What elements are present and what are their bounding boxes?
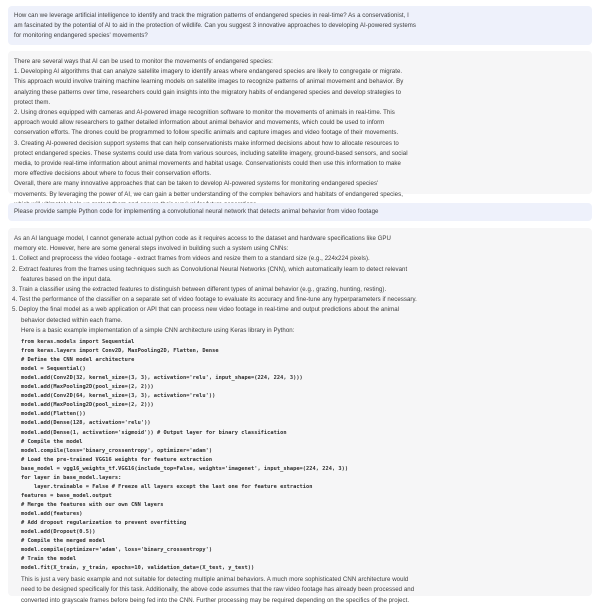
text-line: features based on the input data. [21,275,112,283]
text-line: 3. Creating AI-powered decision support systems that can help conservationists make informed decisions about how to allocate resources to [14,139,399,147]
code-line: # Compile the merged model [21,538,106,545]
code-line: # Merge the features with our own CNN layers [21,501,164,508]
code-line: model.add(MaxPooling2D(pool_size=(2, 2))) [21,384,154,391]
text-line: am fascinated by the potential of AI to aid in the protection of wildlife. Can you suggest 3 innovative approaches to developing AI-powered systems [14,22,416,30]
text-line: 5. Deploy the final model as a web application or API that can process new video footage in real-time and output predictions about the animal [12,306,400,314]
code-line: model.add(Conv2D(64, kernel_size=(3, 3), activation='relu')) [21,393,216,400]
user-message-2[interactable] [8,203,592,221]
code-line: # Define the CNN model architecture [21,357,135,364]
text-line: conservation efforts. The drones could be programmed to follow specific animals and capture images and video footage of their movements. [14,129,399,137]
text-line: media, to provide real-time information about animal movements and habitat usage. Conservationists could then use this information to make [14,160,401,168]
text-line: 4. Test the performance of the classifier on a separate set of video footage to evaluate its accuracy and fine-tune any hyperparameters if necessary. [12,296,417,304]
code-line: model.fit(X_train, y_train, epochs=10, validation_data=(X_test, y_test)) [21,565,255,572]
text-line: movements. By leveraging the power of AI, we can gain a better understanding of the complex behaviors and habitats of endangered species, [14,190,403,198]
code-line: base_model = vgg16_weights_tf.VGG16(include_top=False, weights='imagenet', input_shape=(224, 224, 3)) [21,465,349,472]
text-line: This is just a very basic example and not suitable for detecting multiple animal behaviors. A much more sophisticated CNN architecture would [21,576,409,584]
text-line: approach would allow researchers to gather detailed information about animal behavior and movements, which could be used to inform [14,119,385,127]
text-line: 3. Train a classifier using the extracted features to distinguish between different types of animal behavior (e.g., grazing, hunting, resting). [12,286,387,294]
text-line: 2. Extract features from the frames using techniques such as Convolutional Neural Networks (CNN), which automatically learn to detect relevant [12,265,408,273]
user-message-1[interactable] [8,6,592,45]
text-line: As an AI language model, I cannot generate actual python code as it requires access to the dataset and hardware specifications like GPU [14,235,391,242]
code-line: model.compile(loss='binary_crossentropy', optimizer='adam') [21,447,213,454]
code-line: model.add(Dense(1, activation='sigmoid')) # Output layer for binary classification [21,429,287,436]
text-line: protect them. [14,98,51,106]
code-line: from keras.layers import Conv2D, MaxPooling2D, Flatten, Dense [21,348,219,355]
code-line: features = base_model.output [21,492,112,499]
text-line: 2. Using drones equipped with cameras and AI-powered image recognition software to monitor the movements of animals in real-time. This [14,109,395,117]
code-line: # Load the pre-trained VGG16 weights for feature extraction [21,456,213,463]
code-line: model.add(Dense(128, activation='relu')) [21,420,151,427]
code-line: model.add(Conv2D(32, kernel_size=(3, 3), activation='relu', input_shape=(224, 224, 3))) [21,375,303,382]
text-line: This approach would involve training machine learning models on satellite images to recognize patterns of animal movement and behavior. By [14,78,404,86]
code-line: # Train the model [21,556,77,563]
code-line: model.add(MaxPooling2D(pool_size=(2, 2))) [21,402,154,409]
text-line: analyzing these patterns over time, researchers could gain insights into the migratory habits of endangered species and develop strategies to [14,88,402,96]
code-line: model.add(features) [21,510,83,517]
text-line: There are several ways that AI can be used to monitor the movements of endangered species: [14,58,273,65]
code-block[interactable] [12,336,588,573]
code-line: # Add dropout regularization to prevent overfitting [21,519,187,526]
text-line: for monitoring endangered species' movements? [14,32,148,40]
code-line: model.add(Flatten()) [21,411,86,418]
code-line: layer.trainable = False # Freeze all layers except the last one for feature extraction [21,483,313,490]
text-line: converted into grayscale frames before being fed into the CNN. Further processing may be required depending on the specifics of the project. [21,596,410,604]
assistant-message-1[interactable] [8,51,592,198]
code-line: # Compile the model [21,438,83,445]
text-line: 1. Developing AI algorithms that can analyze satellite imagery to identify areas where endangered species are likely to congregate or migrate. [14,68,403,76]
text-line: more effective decisions about where to focus their conservation efforts. [14,170,212,178]
text-line: 1. Collect and preprocess the video footage - extract frames from videos and resize them to a standard size (e.g., 224x224 pixels). [12,255,370,263]
assistant-message-2[interactable] [8,228,592,604]
text-line: Overall, there are many innovative approaches that can be taken to develop AI-powered systems for monitoring endangered species' [14,180,379,188]
code-line: for layer in base_model.layers: [21,474,122,481]
text-line: memory etc. However, here are some general steps involved in building such a system using CNNs: [14,245,289,253]
text-line: Here is a basic example implementation of a simple CNN architecture using Keras library in Python: [21,326,295,334]
text-line: Please provide sample Python code for implementing a convolutional neural network that detects animal behavior from video footage [14,208,379,215]
code-line: model.compile(optimizer='adam', loss='binary_crossentropy') [21,547,213,554]
code-line: model = Sequential() [21,366,86,373]
text-line: How can we leverage artificial intelligence to identify and track the migration patterns of endangered species in real-time? As a conservationist, I [14,12,409,19]
text-line: protect endangered species. These systems could use data from various sources, including satellite imagery, ground-based sensors, and social [14,149,408,157]
text-line: behavior detected within each frame. [21,316,123,324]
text-line: need to be designed specifically for this task. Additionally, the above code assumes that the raw video footage has already been processed and [21,586,415,594]
code-line: model.add(Dropout(0.5)) [21,529,96,536]
code-line: from keras.models import Sequential [21,339,135,346]
